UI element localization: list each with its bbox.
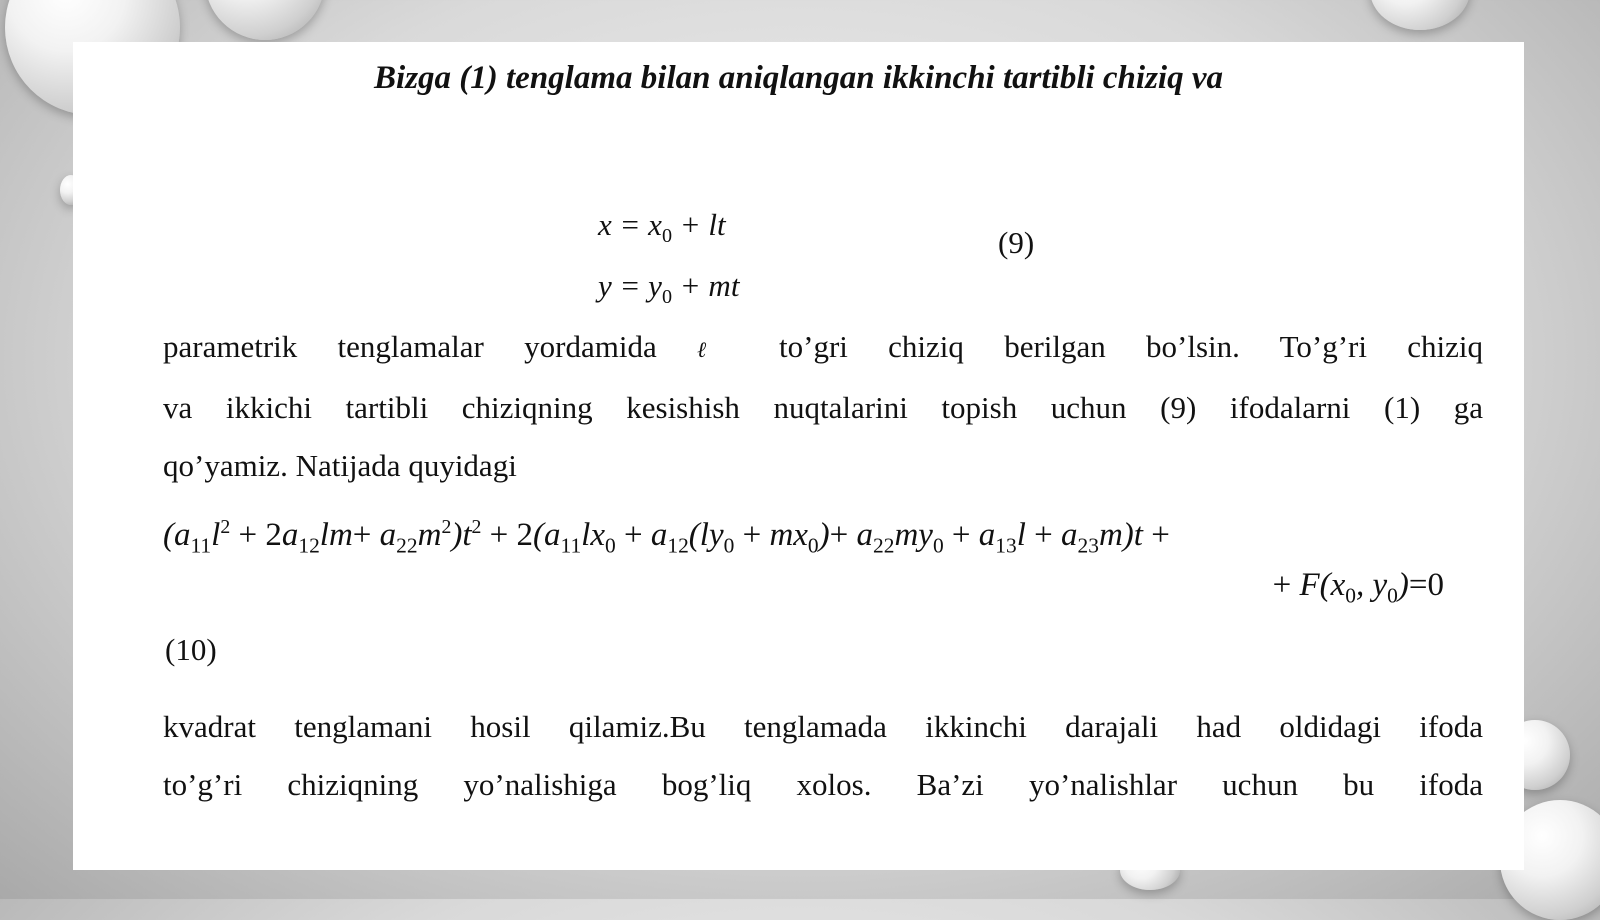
equation-9: [598, 200, 739, 322]
paragraph-1: [163, 318, 1483, 495]
paragraph-1-line-1: parametrik tenglamalar yordamida ℓ to’gri chiziq berilgan bo’lsin. To’g’ri chiziq: [163, 329, 1484, 364]
water-drop-decoration: [205, 0, 325, 40]
equation-9-line-1: $x = x_0$ + lt: [598, 207, 726, 248]
line-symbol: ℓ: [697, 337, 739, 362]
equation-10-line-1: $(a_{11}l^2 + 2a_{12}lm+ a_{22}m^2)t^2 + 2(a_{11}lx_0 + a_{12}(ly_0 + mx_0)+ a_{22}my_0 + a_{13}l + a_{23}m)t$ +: [163, 516, 1170, 558]
slide-heading: Bizga (1) tenglama bilan aniqlangan ikkinchi tartibli chiziq va: [374, 60, 1223, 96]
equation-number-10: (10): [165, 632, 217, 667]
paragraph-2: [163, 698, 1483, 814]
paragraph-1-line-3: qo’yamiz. Natijada quyidagi: [163, 448, 517, 483]
equation-10-line-2: + $F(x_0$, $y_0)=0$: [1272, 567, 1444, 608]
paragraph-2-line-1: kvadrat tenglamani hosil qilamiz.Bu tenglamada ikkinchi darajali had oldidagi ifoda: [163, 709, 1483, 744]
equation-number-9: (9): [998, 225, 1035, 260]
water-drop-decoration: [1370, 0, 1470, 30]
slide-content: [73, 42, 1524, 870]
paragraph-2-line-2: to’g’ri chiziqning yo’nalishiga bog’liq xolos. Ba’zi yo’nalishlar uchun bu ifoda: [163, 767, 1483, 802]
equation-9-line-2: $y = y_0$ + mt: [598, 268, 740, 309]
paragraph-1-line-2: va ikkichi tartibli chiziqning kesishish nuqtalarini topish uchun (9) ifodalarni (1) ga: [163, 390, 1483, 425]
